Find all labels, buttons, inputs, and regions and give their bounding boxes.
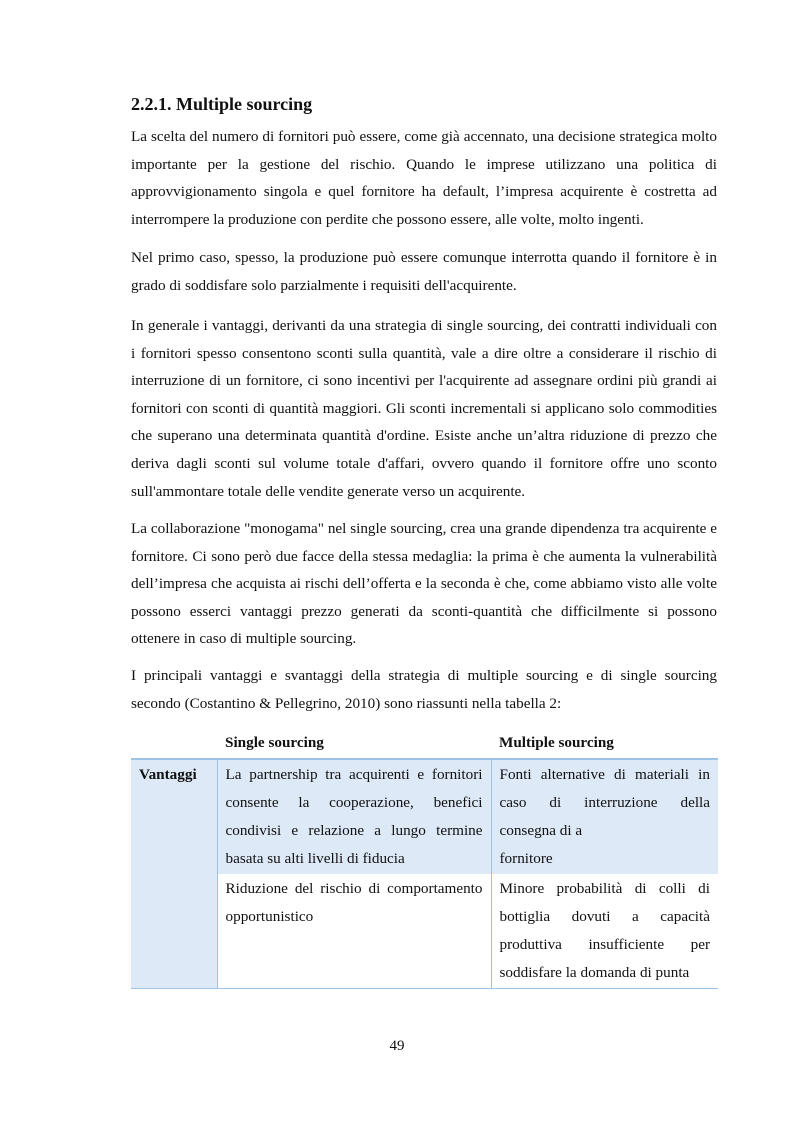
paragraph-3: In generale i vantaggi, derivanti da una strategia di single sourcing, dei contratti individuali con i fornitori spesso consentono sconti sulla quantità, vale a dire oltre a considerare il rischio di interruzione di un fornitore, ci sono incentivi per l'acquirente ad assegnare ordini più grandi ai fornitori con sconti di quantità maggiori. Gli sconti incrementali si applicano solo commodities che superano una determinata quantità d'ordine. Esiste anche un’altra riduzione di prezzo che deriva dagli sconti sul volume totale d'affari, ovvero quando il fornitore offre uno sconto sull'ammontare totale delle vendite generate verso un acquirente.	[131, 317, 717, 500]
section-heading: 2.2.1. Multiple sourcing	[131, 94, 313, 114]
table-row	[131, 759, 718, 874]
table-cell-multiple	[491, 759, 718, 874]
table-cell-single: Riduzione del rischio di comportamento opportunistico	[217, 874, 491, 989]
page-number: 49	[389, 1038, 405, 1054]
table-header-row	[131, 728, 718, 759]
paragraph-4: La collaborazione "monogama" nel single sourcing, crea una grande dipendenza tra acquirente e fornitore. Ci sono però due facce della stessa medaglia: la prima è che aumenta la vulnerabilità dell’impresa che acquista ai rischi dell’offerta e la seconda è che, come abbiamo visto alle volte possono esserci vantaggi prezzo generati da sconti-quantità che difficilmente si possono ottenere in caso di multiple sourcing.	[131, 520, 717, 648]
header-empty	[131, 728, 217, 759]
comparison-table	[131, 728, 718, 989]
header-single-sourcing: Single sourcing	[217, 728, 491, 759]
table-cell-multiple: Minore probabilità di colli di bottiglia dovuti a capacità produttiva insufficiente per soddisfare la domanda di punta	[491, 874, 718, 989]
paragraph-1: La scelta del numero di fornitori può essere, come già accennato, una decisione strategica molto importante per la gestione del rischio. Quando le imprese utilizzano una politica di approvvigionamento singola e quel fornitore ha default, l’impresa acquirente è costretta ad interrompere la produzione con perdite che possono essere, alle volte, molto ingenti.	[131, 128, 717, 228]
cell-text: Fonti alternative di materiali in caso di interruzione della consegna di a	[499, 766, 710, 839]
paragraph-5: I principali vantaggi e svantaggi della strategia di multiple sourcing e di single sourcing secondo (Costantino & Pellegrino, 2010) sono riassunti nella tabella 2:	[131, 667, 717, 712]
table-cell-single: La partnership tra acquirenti e fornitori consente la cooperazione, benefici condivisi e relazione a lungo termine basata su alti livelli di fiducia	[217, 759, 491, 874]
paragraph-2: Nel primo caso, spesso, la produzione può essere comunque interrotta quando il fornitore è in grado di soddisfare solo parzialmente i requisiti dell'acquirente.	[131, 249, 717, 294]
table-row	[131, 874, 718, 989]
cell-text: fornitore	[499, 850, 553, 867]
header-multiple-sourcing: Multiple sourcing	[491, 728, 718, 759]
row-label-vantaggi: Vantaggi	[131, 759, 217, 989]
